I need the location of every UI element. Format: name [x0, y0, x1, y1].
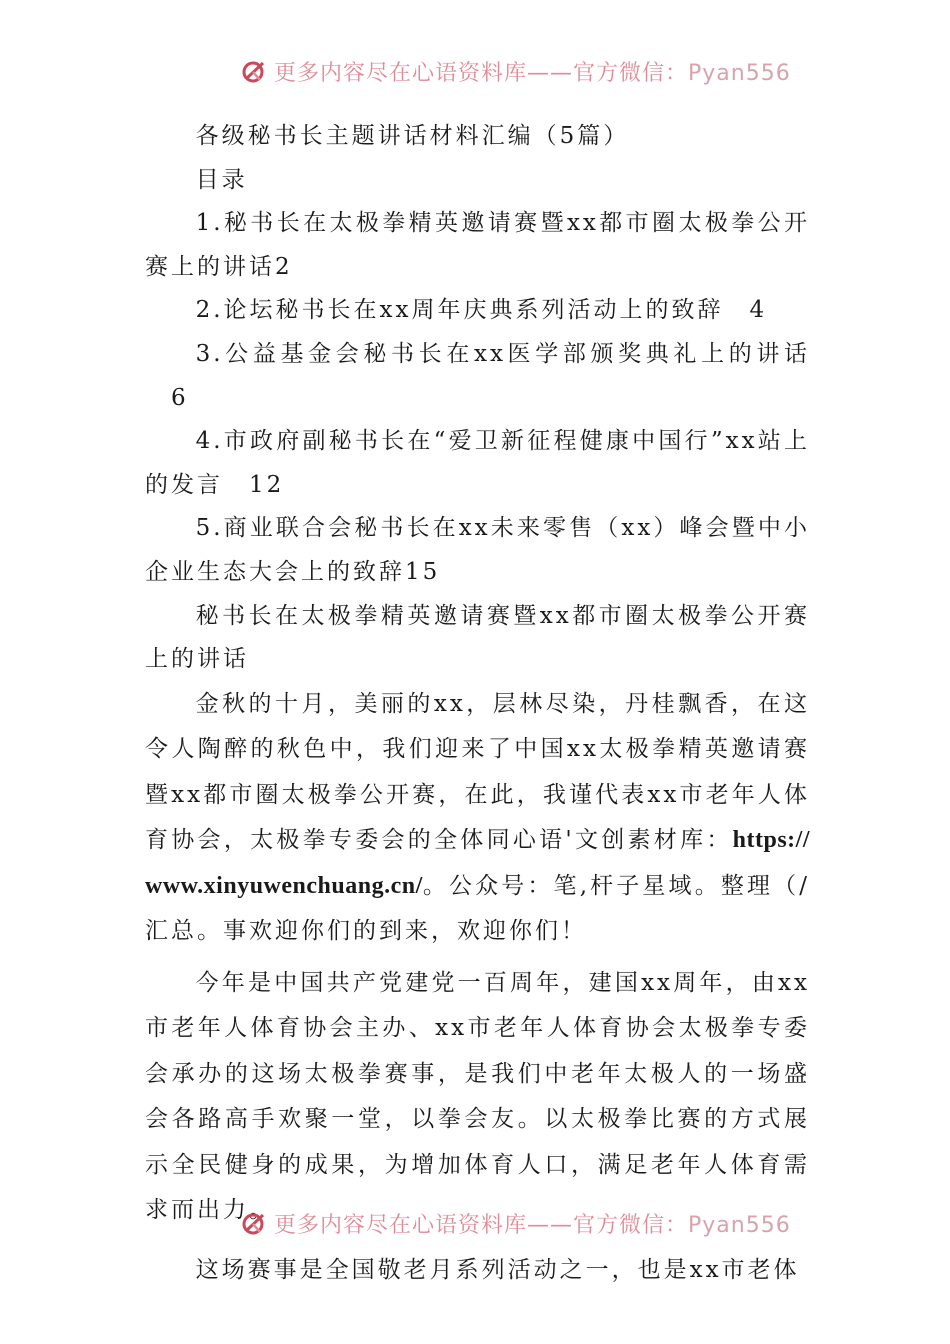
watermark-header: [240, 56, 791, 86]
watermark-text: 更多内容尽在心语资料库——官方微信：Pyan556: [274, 60, 791, 86]
paragraph-3: 这场赛事是全国敬老月系列活动之一，也是xx市老体: [195, 1256, 800, 1283]
toc-entry-3: 3.公益基金会秘书长在xx医学部颁奖典礼上的讲话6: [171, 340, 810, 411]
document-title: 各级秘书长主题讲话材料汇编（5篇）: [195, 123, 630, 149]
toc-heading: 目录: [195, 166, 248, 193]
toc-entry-5: 5.商业联合会秘书长在xx未来零售（xx）峰会暨中小企业生态大会上的致辞15: [145, 515, 810, 585]
section-title: 秘书长在太极拳精英邀请赛暨xx都市圈太极拳公开赛上的讲话: [145, 602, 810, 673]
watermark-footer: [240, 1208, 791, 1238]
toc-entry-4: 4.市政府副秘书长在“爱卫新征程健康中国行”xx站上的发言 12: [145, 428, 810, 498]
source-link: https://www.xinyuwenchuang.cn/: [145, 827, 810, 899]
watermark-logo-icon: [240, 1210, 270, 1236]
toc-entry-2: 2.论坛秘书长在xx周年庆典系列活动上的致辞 4: [195, 297, 768, 324]
toc-entry-1: 1.秘书长在太极拳精英邀请赛暨xx都市圈太极拳公开赛上的讲话2: [145, 210, 810, 280]
paragraph-2: 今年是中国共产党建党一百周年，建国xx周年，由xx市老年人体育协会主办、xx市老年人体育协会太极拳专委会承办的这场太极拳赛事，是我们中老年太极人的一场盛会各路高手欢聚一堂，以拳会友。以太极拳比赛的方式展示全民健身的成果，为增加体育人口，满足老年人体育需求而出力。: [145, 969, 810, 1224]
paragraph-1: 金秋的十月，美丽的xx，层林尽染，丹桂飘香，在这令人陶醉的秋色中，我们迎来了中国xx太极拳精英邀请赛暨xx都市圈太极拳公开赛，在此，我谨代表xx市老年人体育协会，太极拳专委会的全体同心语'文创素材库：https://www.xinyuwenchuang.cn/。公众号：笔,杆子星域。整理（/汇总。事欢迎你们的到来，欢迎你们！: [145, 690, 810, 945]
watermark-text: 更多内容尽在心语资料库——官方微信：Pyan556: [274, 1212, 791, 1238]
document-body: [145, 115, 810, 1293]
watermark-logo-icon: [240, 58, 270, 84]
